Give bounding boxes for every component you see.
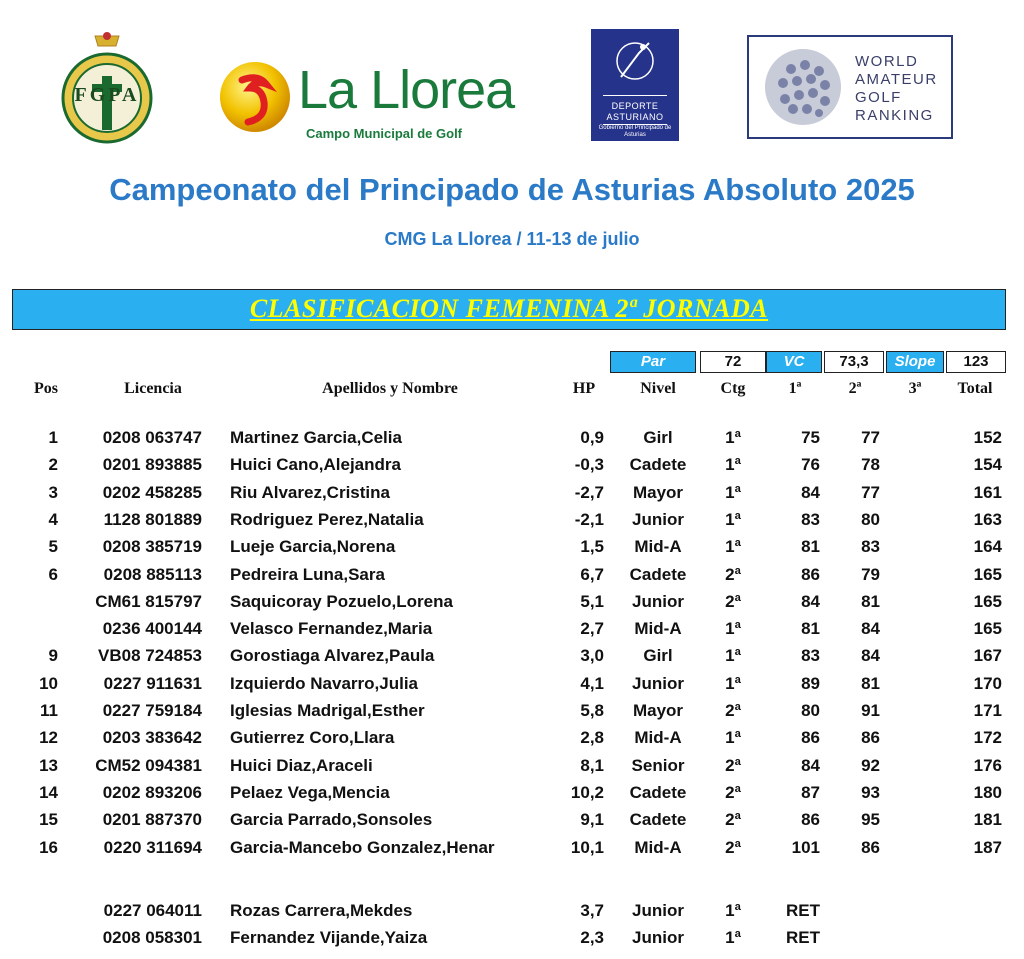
wagr-line-3: GOLF — [855, 89, 902, 106]
round-1-cell: 86 — [801, 564, 820, 584]
license-cell: 0203 383642 — [102, 728, 202, 748]
player-name-cell: Rozas Carrera,Mekdes — [230, 901, 413, 920]
handicap-cell: 6,7 — [580, 564, 604, 584]
round-1-cell: 81 — [801, 619, 820, 639]
position-cell: 5 — [48, 537, 58, 557]
category-cell: 1ª — [725, 509, 741, 529]
total-cell: 165 — [973, 619, 1002, 639]
la-llorea-name: La Llorea — [298, 60, 515, 120]
deporte-line2: ASTURIANO — [606, 112, 664, 122]
license-cell: 0202 893206 — [102, 782, 202, 802]
round-1-cell: 80 — [801, 701, 820, 720]
license-cell: 0202 458285 — [102, 482, 202, 502]
category-cell: 1ª — [725, 673, 741, 693]
round-2-cell: 77 — [861, 482, 880, 502]
handicap-cell: 10,2 — [570, 782, 604, 802]
category-cell: 1ª — [725, 646, 741, 666]
category-cell: 2ª — [725, 755, 741, 775]
handicap-cell: 2,8 — [580, 728, 604, 748]
player-name-cell: Pelaez Vega,Mencia — [230, 782, 390, 802]
deporte-line3: Gobierno del Principado de Asturias — [598, 125, 672, 138]
round-2-cell: 81 — [861, 673, 880, 693]
round-1-cell: 83 — [801, 646, 820, 666]
category-cell: 2ª — [725, 837, 741, 857]
level-cell: Mid-A — [634, 837, 682, 857]
round-1-cell: 81 — [801, 537, 820, 557]
total-cell: 152 — [973, 428, 1002, 447]
license-cell: CM52 094381 — [95, 755, 202, 775]
level-cell: Mayor — [632, 482, 684, 502]
header-pos: Pos — [34, 380, 58, 397]
level-cell: Mid-A — [634, 619, 682, 639]
par-value: 72 — [700, 351, 766, 373]
license-cell: 0227 759184 — [102, 701, 202, 720]
level-cell: Cadete — [629, 564, 687, 584]
handicap-cell: 8,1 — [580, 755, 604, 775]
round-2-cell: 80 — [861, 509, 880, 529]
player-name-cell: Riu Alvarez,Cristina — [230, 482, 390, 502]
license-cell: 0227 911631 — [103, 673, 202, 693]
handicap-cell: 9,1 — [580, 810, 604, 830]
total-cell: 161 — [973, 482, 1002, 502]
level-cell: Girl — [643, 428, 673, 447]
round-2-cell: 93 — [861, 782, 880, 802]
player-name-cell: Saquicoray Pozuelo,Lorena — [230, 591, 453, 611]
level-cell: Senior — [631, 755, 685, 775]
par-label: Par — [610, 351, 696, 373]
round-2-cell: 92 — [861, 755, 880, 775]
round-1-cell: 76 — [801, 455, 820, 475]
license-cell: CM61 815797 — [95, 591, 202, 611]
category-cell: 1ª — [725, 728, 741, 748]
round-2-cell: 86 — [861, 837, 880, 857]
deporte-line1: DEPORTE — [611, 101, 659, 111]
player-name-cell: Gorostiaga Alvarez,Paula — [230, 646, 435, 666]
total-cell: 167 — [973, 646, 1002, 666]
federation-logo-letters: FGPA — [74, 84, 140, 106]
round-2-cell: 84 — [861, 646, 880, 666]
header-licencia: Licencia — [124, 380, 182, 397]
round-1-cell: 86 — [801, 728, 820, 748]
page-subtitle: CMG La Llorea / 11-13 de julio — [384, 229, 640, 249]
golf-ball-icon — [218, 60, 292, 134]
level-cell: Cadete — [629, 455, 687, 475]
position-cell: 9 — [48, 646, 58, 666]
round-2-cell: 95 — [861, 810, 880, 830]
level-cell: Mid-A — [634, 537, 682, 557]
round-2-cell: 84 — [861, 619, 880, 639]
round-2-cell: 79 — [861, 564, 880, 584]
handicap-cell: -2,7 — [574, 482, 604, 502]
license-cell: VB08 724853 — [98, 646, 202, 666]
position-cell: 3 — [48, 482, 58, 502]
level-cell: Mid-A — [634, 728, 682, 748]
classification-banner — [12, 289, 1006, 330]
level-cell: Mayor — [632, 701, 684, 720]
round-2-cell: 78 — [861, 455, 880, 475]
handicap-cell: 5,8 — [580, 701, 604, 720]
level-cell: Junior — [632, 591, 684, 611]
round-1-cell: RET — [786, 901, 820, 920]
vc-value: 73,3 — [824, 351, 884, 373]
license-cell: 1128 801889 — [103, 509, 202, 529]
player-name-cell: Rodriguez Perez,Natalia — [230, 509, 424, 529]
player-name-cell: Huici Diaz,Araceli — [230, 755, 373, 775]
round-1-cell: 84 — [801, 591, 820, 611]
position-cell: 13 — [39, 755, 58, 775]
round-1-cell: RET — [786, 928, 820, 948]
round-1-cell: 101 — [791, 837, 820, 857]
category-cell: 2ª — [725, 782, 741, 802]
level-cell: Junior — [632, 901, 684, 920]
player-name-cell: Huici Cano,Alejandra — [230, 455, 401, 475]
license-cell: 0236 400144 — [102, 619, 202, 639]
header-hp: HP — [572, 380, 596, 397]
total-cell: 171 — [973, 701, 1002, 720]
category-cell: 1ª — [725, 455, 741, 475]
round-1-cell: 84 — [801, 482, 820, 502]
slope-label: Slope — [886, 351, 944, 373]
license-cell: 0201 893885 — [102, 455, 202, 475]
license-cell: 0201 887370 — [102, 810, 202, 830]
total-cell: 181 — [973, 810, 1002, 830]
total-cell: 180 — [973, 782, 1002, 802]
wagr-line-4: RANKING — [855, 107, 934, 124]
round-1-cell: 84 — [801, 755, 820, 775]
round-2-cell: 81 — [861, 591, 880, 611]
handicap-cell: 4,1 — [580, 673, 604, 693]
position-cell: 1 — [48, 428, 58, 447]
handicap-cell: 0,9 — [580, 428, 604, 447]
player-name-cell: Velasco Fernandez,Maria — [230, 619, 433, 639]
position-cell: 2 — [48, 455, 58, 475]
license-cell: 0227 064011 — [103, 901, 202, 920]
category-cell: 2ª — [725, 591, 741, 611]
federation-shield-logo — [58, 28, 156, 146]
header-round-2: 2ª — [848, 380, 862, 397]
wagr-line-1: WORLD — [855, 53, 919, 70]
header-nivel: Nivel — [640, 380, 676, 397]
license-cell: 0208 058301 — [102, 928, 202, 948]
round-1-cell: 86 — [801, 810, 820, 830]
round-2-cell: 83 — [861, 537, 880, 557]
handicap-cell: -0,3 — [574, 455, 604, 475]
round-1-cell: 87 — [801, 782, 820, 802]
license-cell: 0208 063747 — [102, 428, 202, 447]
category-cell: 1ª — [725, 537, 741, 557]
level-cell: Junior — [632, 673, 684, 693]
total-cell: 164 — [973, 537, 1002, 557]
player-name-cell: Garcia-Mancebo Gonzalez,Henar — [230, 837, 495, 857]
header-ctg: Ctg — [720, 380, 746, 397]
la-llorea-logo — [218, 56, 528, 148]
header-total: Total — [957, 380, 993, 397]
position-cell: 15 — [39, 810, 58, 830]
la-llorea-subtitle: Campo Municipal de Golf — [306, 126, 463, 141]
handicap-cell: 10,1 — [570, 837, 604, 857]
total-cell: 172 — [973, 728, 1002, 748]
handicap-cell: 2,3 — [580, 928, 604, 948]
position-cell: 12 — [39, 728, 58, 748]
handicap-cell: 2,7 — [580, 619, 604, 639]
position-cell: 10 — [39, 673, 58, 693]
athlete-icon — [613, 37, 657, 87]
deporte-asturiano-logo — [591, 29, 679, 141]
total-cell: 165 — [973, 564, 1002, 584]
wagr-logo — [747, 35, 953, 139]
position-cell: 4 — [48, 509, 58, 529]
player-name-cell: Iglesias Madrigal,Esther — [230, 701, 425, 720]
level-cell: Junior — [632, 509, 684, 529]
player-name-cell: Gutierrez Coro,Llara — [230, 728, 395, 748]
page-title: Campeonato del Principado de Asturias Absoluto 2025 — [109, 172, 915, 207]
category-cell: 1ª — [725, 619, 741, 639]
slope-value: 123 — [946, 351, 1006, 373]
category-cell: 1ª — [725, 901, 741, 920]
round-2-cell: 91 — [861, 701, 880, 720]
player-name-cell: Fernandez Vijande,Yaiza — [230, 928, 428, 948]
player-name-cell: Martinez Garcia,Celia — [230, 428, 402, 447]
handicap-cell: 3,7 — [580, 901, 604, 920]
total-cell: 176 — [973, 755, 1002, 775]
round-1-cell: 89 — [801, 673, 820, 693]
wagr-line-2: AMATEUR — [855, 71, 938, 88]
level-cell: Girl — [643, 646, 673, 666]
player-name-cell: Pedreira Luna,Sara — [230, 564, 385, 584]
license-cell: 0220 311694 — [103, 837, 202, 857]
category-cell: 1ª — [725, 428, 741, 447]
total-cell: 165 — [973, 591, 1002, 611]
vc-label: VC — [766, 351, 822, 373]
header-nombre: Apellidos y Nombre — [322, 380, 458, 397]
handicap-cell: 5,1 — [580, 591, 604, 611]
license-cell: 0208 385719 — [102, 537, 202, 557]
header-round-1: 1ª — [788, 380, 802, 397]
position-cell: 6 — [48, 564, 58, 584]
handicap-cell: 1,5 — [580, 537, 604, 557]
category-cell: 1ª — [725, 928, 741, 948]
category-cell: 2ª — [725, 701, 741, 720]
total-cell: 163 — [973, 509, 1002, 529]
round-1-cell: 75 — [801, 428, 820, 447]
wagr-globe-icon — [763, 47, 843, 127]
banner-title: CLASIFICACION FEMENINA 2ª JORNADA — [249, 294, 769, 323]
category-cell: 1ª — [725, 482, 741, 502]
total-cell: 154 — [973, 455, 1002, 475]
level-cell: Cadete — [629, 810, 687, 830]
level-cell: Cadete — [629, 782, 687, 802]
position-cell: 16 — [39, 837, 58, 857]
total-cell: 187 — [973, 837, 1002, 857]
license-cell: 0208 885113 — [103, 564, 202, 584]
handicap-cell: 3,0 — [580, 646, 604, 666]
category-cell: 2ª — [725, 564, 741, 584]
round-2-cell: 86 — [861, 728, 880, 748]
round-2-cell: 77 — [861, 428, 880, 447]
total-cell: 170 — [973, 673, 1002, 693]
position-cell: 14 — [39, 782, 58, 802]
player-name-cell: Garcia Parrado,Sonsoles — [230, 810, 433, 830]
round-1-cell: 83 — [801, 509, 820, 529]
player-name-cell: Izquierdo Navarro,Julia — [230, 673, 418, 693]
level-cell: Junior — [632, 928, 684, 948]
handicap-cell: -2,1 — [574, 509, 604, 529]
position-cell: 11 — [40, 701, 58, 720]
category-cell: 2ª — [725, 810, 741, 830]
player-name-cell: Lueje Garcia,Norena — [230, 537, 396, 557]
header-round-3: 3ª — [908, 380, 922, 397]
